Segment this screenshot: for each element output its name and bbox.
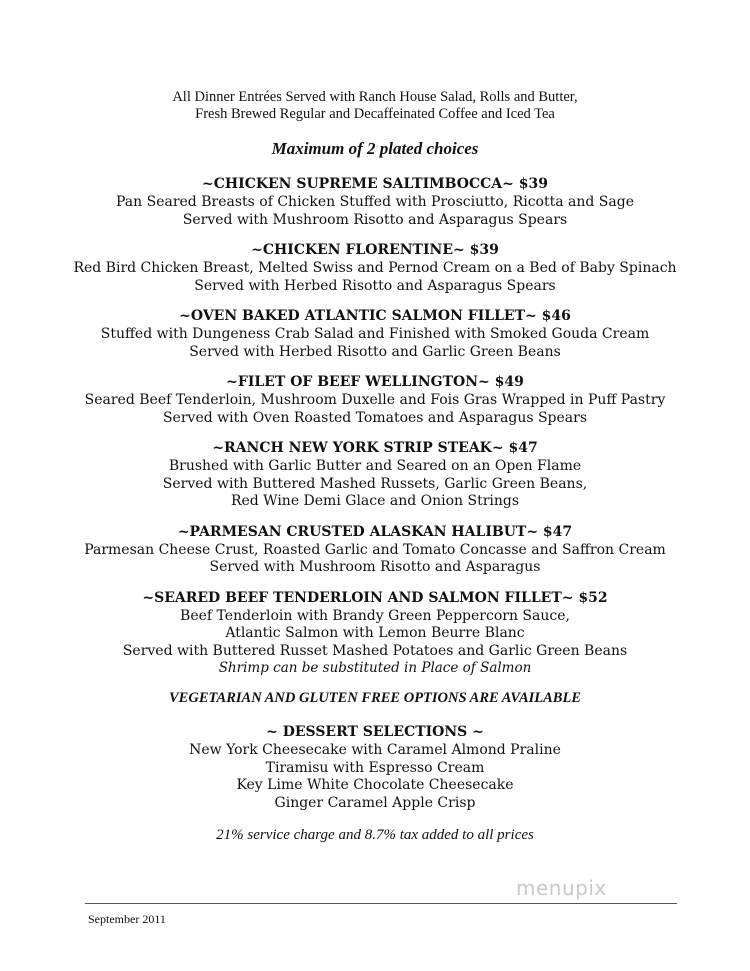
entree-saltimbocca — [40, 175, 710, 229]
entree-title: ~CHICKEN SUPREME SALTIMBOCCA~ $39 — [202, 176, 548, 192]
dessert-title: ~ DESSERT SELECTIONS ~ — [266, 724, 484, 740]
entree-title: ~CHICKEN FLORENTINE~ $39 — [251, 242, 499, 258]
entree-desc-line: Served with Oven Roasted Tomatoes and Asparagus Spears — [162, 409, 588, 426]
footer-divider — [85, 903, 677, 904]
entree-wellington — [40, 373, 710, 427]
entree-desc-line: Brushed with Garlic Butter and Seared on an Open Flame — [168, 458, 582, 474]
entree-desc-line: Stuffed with Dungeness Crab Salad and Finished with Smoked Gouda Cream — [100, 326, 650, 342]
entree-halibut — [40, 523, 710, 577]
menu-list — [40, 175, 710, 844]
service-charge-note: 21% service charge and 8.7% tax added to all prices — [216, 827, 534, 843]
entree-title: ~SEARED BEEF TENDERLOIN AND SALMON FILLET~ $52 — [142, 589, 608, 606]
entree-desc-line: Beef Tenderloin with Brandy Green Peppercorn Sauce, — [180, 607, 570, 624]
entree-desc-line: Served with Buttered Russet Mashed Potatoes and Garlic Green Beans — [122, 642, 628, 659]
intro-line-2: Fresh Brewed Regular and Decaffeinated Coffee and Iced Tea — [195, 106, 555, 122]
entree-desc-line: Seared Beef Tenderloin, Mushroom Duxelle and Fois Gras Wrapped in Puff Pastry — [84, 392, 666, 408]
entree-salmon — [40, 307, 710, 361]
dessert-item: Tiramisu with Espresso Cream — [265, 759, 485, 776]
max-choices: Maximum of 2 plated choices — [271, 139, 479, 158]
entree-desc-line: Served with Herbed Risotto and Garlic Green Beans — [189, 343, 561, 360]
entree-title: ~PARMESAN CRUSTED ALASKAN HALIBUT~ $47 — [177, 523, 573, 540]
entree-desc-line: Red Wine Demi Glace and Onion Strings — [230, 493, 520, 509]
intro-text — [40, 89, 710, 123]
footer-date: September 2011 — [88, 912, 166, 926]
entree-desc-line: Parmesan Cheese Crust, Roasted Garlic and Tomato Concasse and Saffron Cream — [84, 541, 666, 558]
entree-desc-line: Served with Mushroom Risotto and Asparagus — [209, 559, 541, 575]
dessert-item: Key Lime White Chocolate Cheesecake — [236, 777, 514, 793]
entree-desc-line: Served with Buttered Mashed Russets, Garlic Green Beans, — [162, 475, 588, 492]
entree-tenderloin-salmon — [40, 589, 710, 678]
entree-title: ~FILET OF BEEF WELLINGTON~ $49 — [226, 374, 524, 390]
dessert-item: Ginger Caramel Apple Crisp — [274, 794, 476, 811]
entree-florentine — [40, 241, 710, 295]
entree-substitution-note: Shrimp can be substituted in Place of Salmon — [218, 660, 532, 676]
entree-desc-line: Served with Mushroom Risotto and Asparagus Spears — [182, 211, 568, 228]
entree-title: ~RANCH NEW YORK STRIP STEAK~ $47 — [212, 440, 538, 456]
entree-strip-steak — [40, 439, 710, 511]
dessert-section — [40, 723, 710, 812]
entree-title: ~OVEN BAKED ATLANTIC SALMON FILLET~ $46 — [179, 308, 571, 324]
entree-desc-line: Red Bird Chicken Breast, Melted Swiss and Pernod Cream on a Bed of Baby Spinach — [73, 260, 677, 276]
vegetarian-notice: VEGETARIAN AND GLUTEN FREE OPTIONS ARE AVAILABLE — [169, 690, 581, 706]
dessert-item: New York Cheesecake with Caramel Almond Praline — [189, 742, 561, 758]
entree-desc-line: Pan Seared Breasts of Chicken Stuffed with Prosciutto, Ricotta and Sage — [116, 194, 634, 210]
entree-desc-line: Atlantic Salmon with Lemon Beurre Blanc — [225, 625, 525, 641]
intro-line-1: All Dinner Entrées Served with Ranch House Salad, Rolls and Butter, — [172, 89, 578, 105]
entree-desc-line: Served with Herbed Risotto and Asparagus Spears — [194, 277, 556, 294]
watermark-logo: menupix — [516, 876, 607, 900]
